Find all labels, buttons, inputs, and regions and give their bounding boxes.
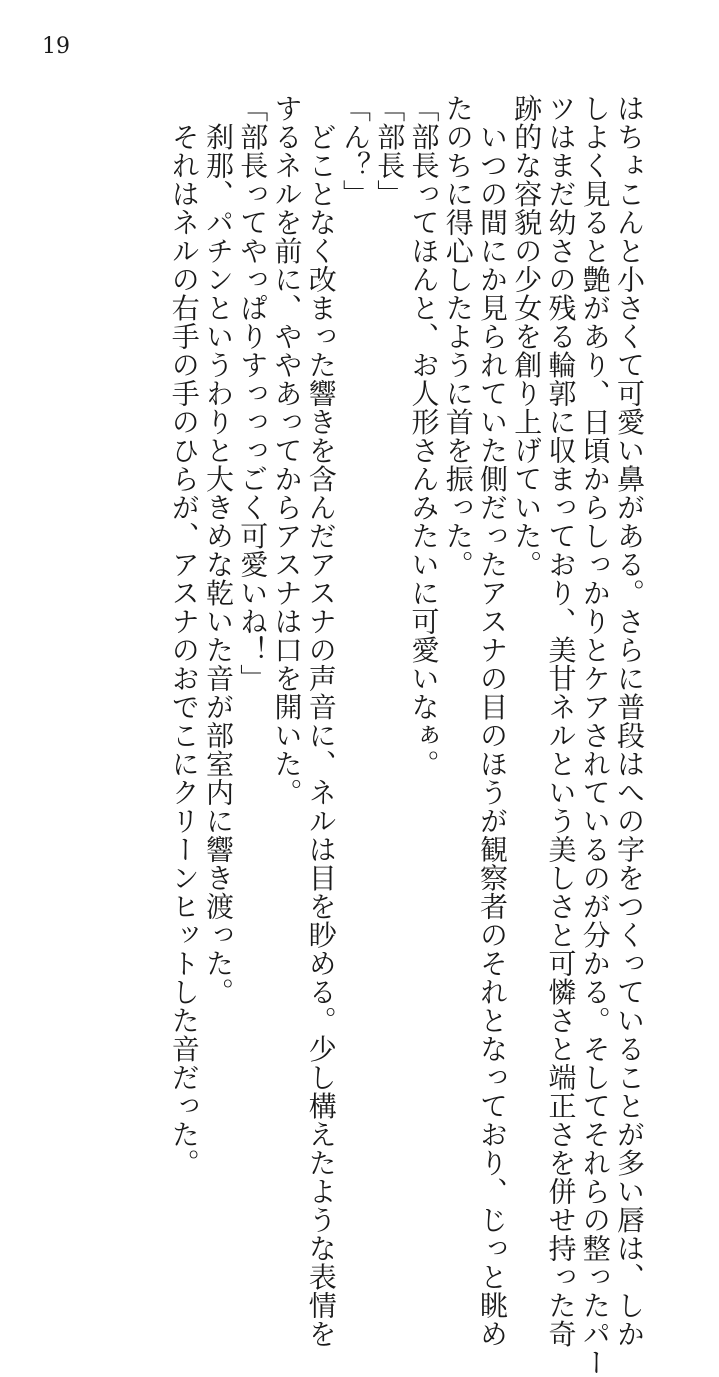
page-number: 19 xyxy=(42,34,70,59)
text-line: 「ん？」 xyxy=(339,94,372,208)
text-line: はちょこんと小さくて可愛い鼻がある。さらに普段はへの字をつくっていることが多い唇は、しか xyxy=(613,94,646,1348)
text-line: 刹那、パチンというわりと大きめな乾いた音が部室内に響き渡った。 xyxy=(202,94,235,1006)
text-line: 「部長」 xyxy=(373,94,407,208)
text-line: どことなく改まった響きを含んだアスナの声音に、ネルは目を眇める。少し構えたような表情を xyxy=(304,94,338,1348)
text-line: いつの間にか見られていた側だったアスナの目のほうが観察者のそれとなっており、じっと眺め xyxy=(476,94,509,1348)
text-line: 跡的な容貌の少女を創り上げていた。 xyxy=(510,94,544,579)
text-line: 「部長ってほんと、お人形さんみたいに可愛いなぁ。 xyxy=(407,94,441,778)
text-line: それはネルの右手の手のひらが、アスナのおでこにクリーンヒットした音だった。 xyxy=(167,94,201,1177)
text-line: するネルを前に、ややあってからアスナは口を開いた。 xyxy=(270,94,304,807)
text-line: しよく見ると艶があり、日頃からしっかりとケアされているのが分かる。そしてそれらの整ったパー xyxy=(578,94,612,1377)
body-text xyxy=(167,94,646,1377)
text-line: 「部長ってやっぱりすっっっごく可愛いね！」 xyxy=(236,94,270,693)
text-line: ツはまだ幼さの残る輪郭に収まっており、美甘ネルという美しさと可憐さと端正さを併せ持った奇 xyxy=(544,94,578,1348)
text-line: たのちに得心したように首を振った。 xyxy=(441,94,475,579)
